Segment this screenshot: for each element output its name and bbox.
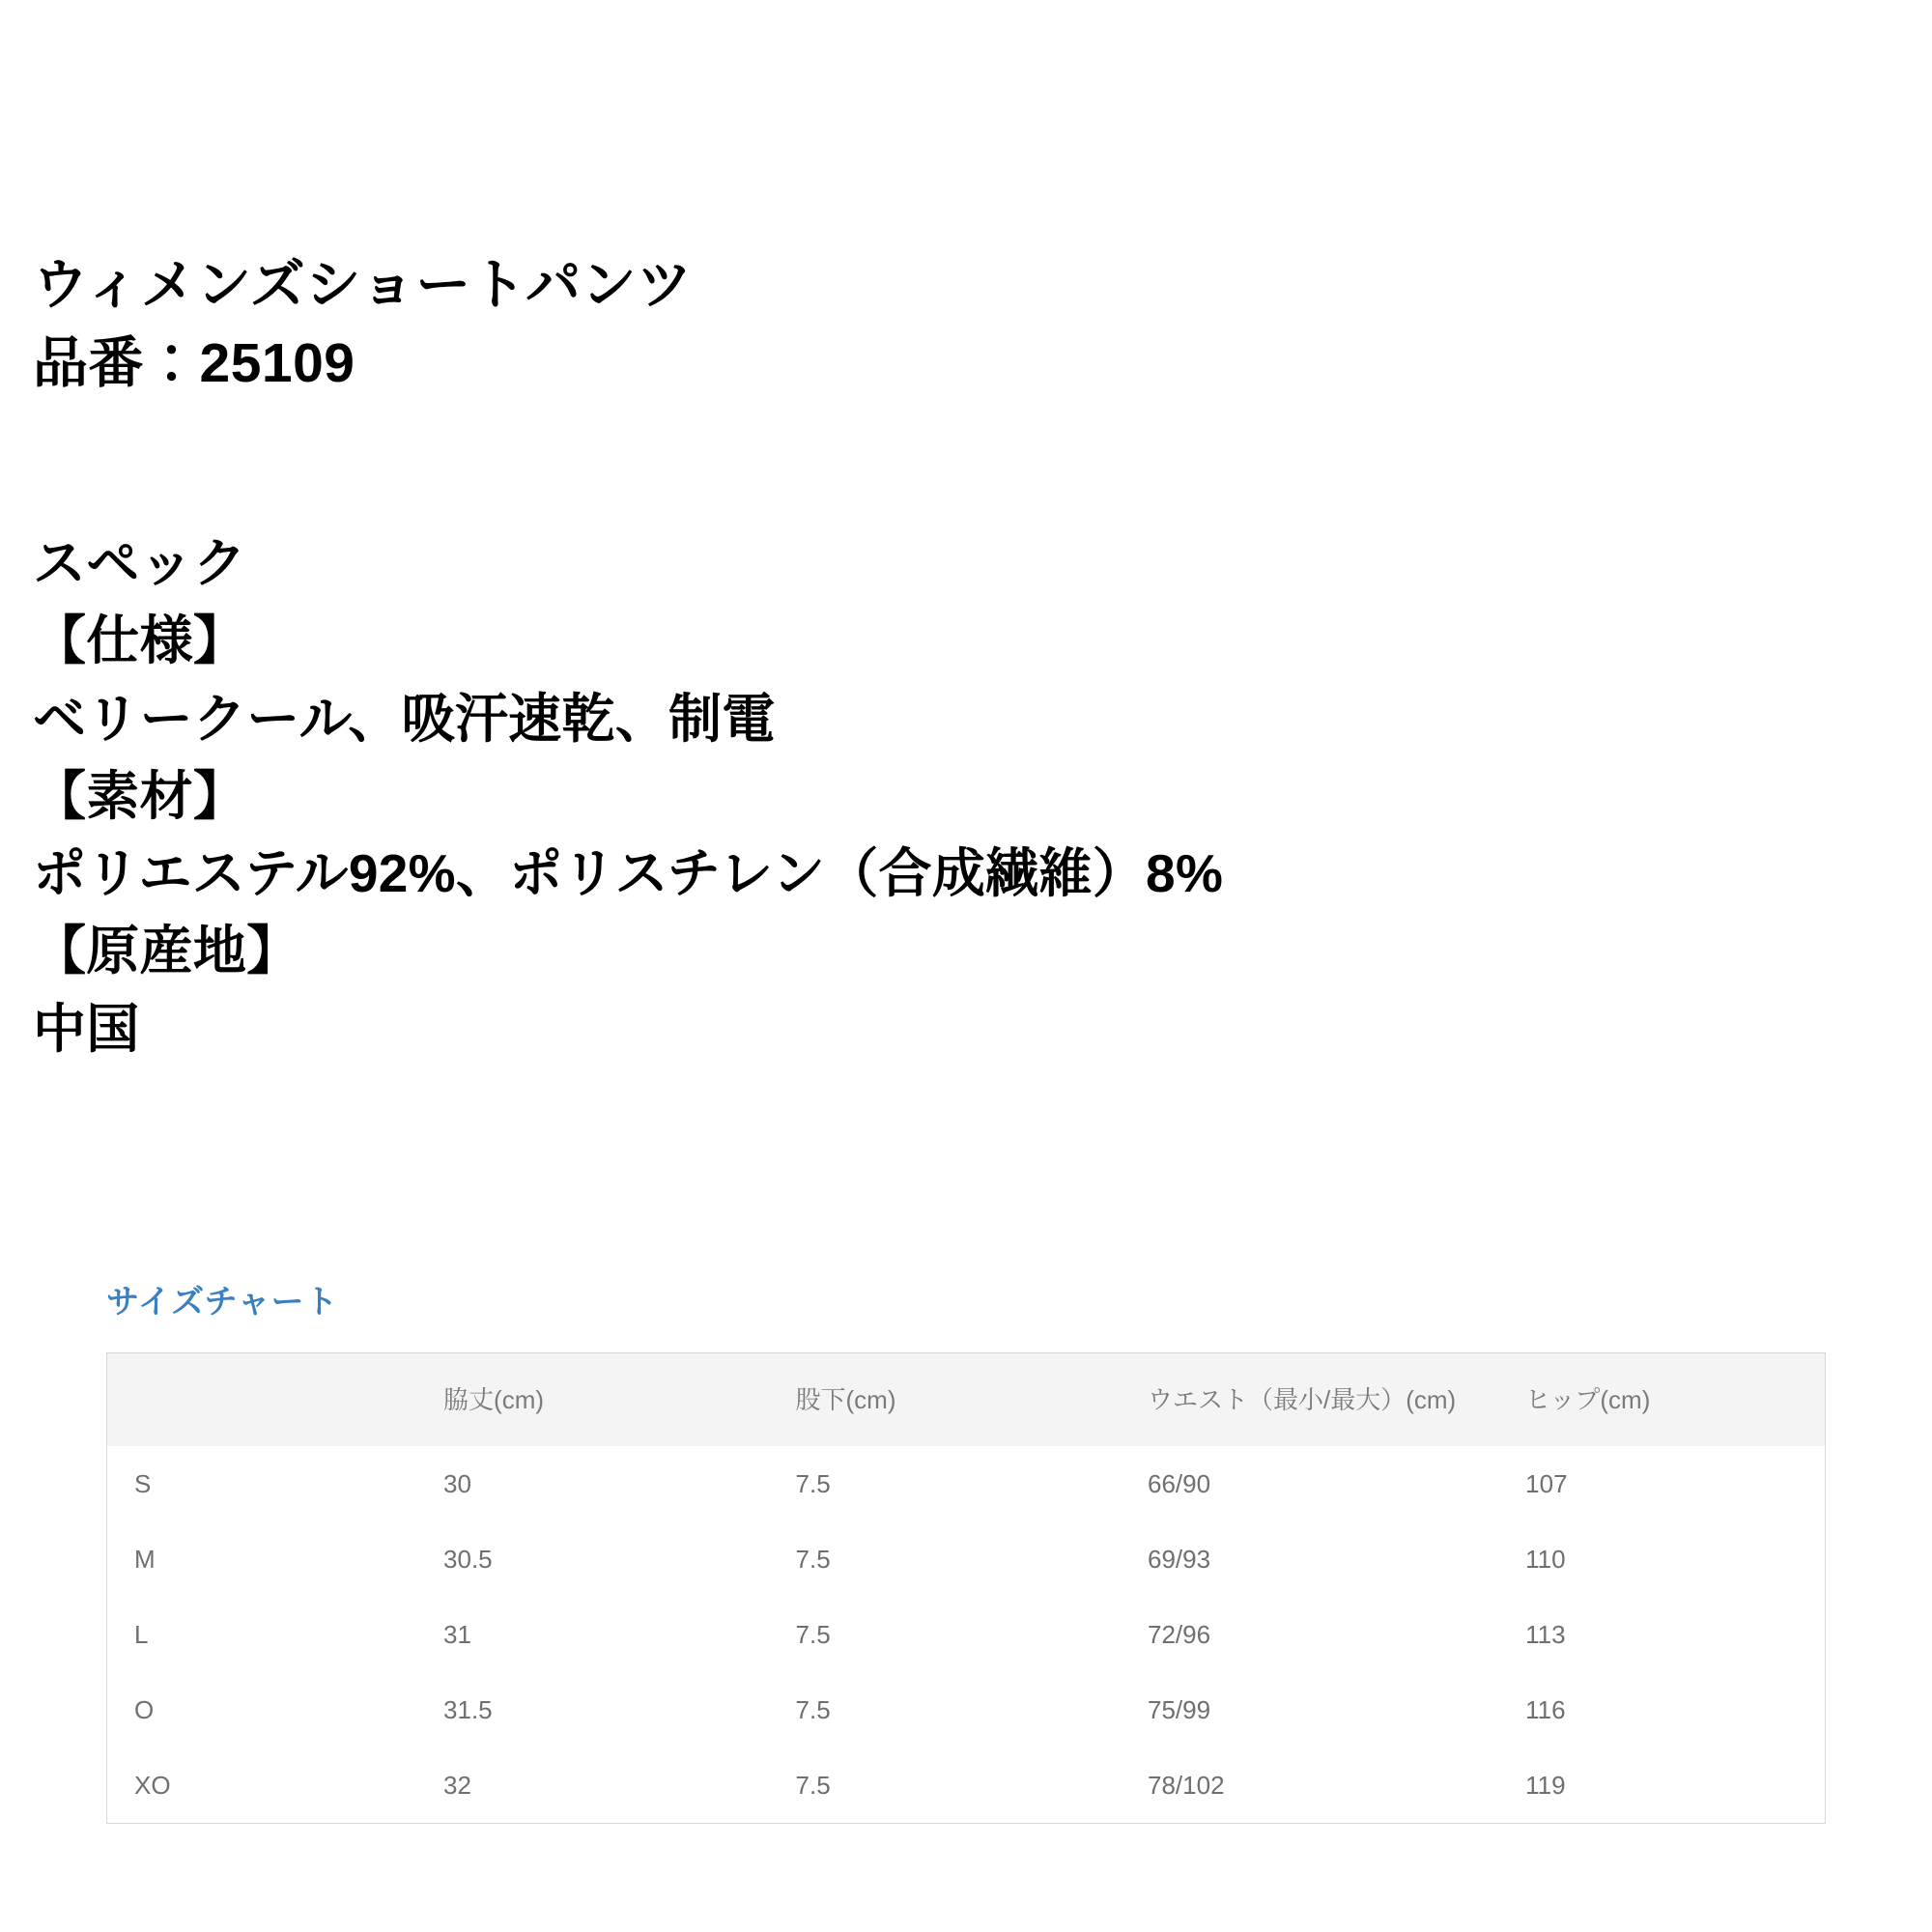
- cell-hip: 116: [1498, 1672, 1825, 1747]
- table-row: [107, 1672, 1825, 1747]
- cell-waist: 78/102: [1121, 1747, 1498, 1823]
- table-row: [107, 1747, 1825, 1823]
- cell-size: L: [107, 1597, 416, 1672]
- cell-side-length: 31: [416, 1597, 768, 1672]
- cell-side-length: 30.5: [416, 1521, 768, 1597]
- table-row: [107, 1597, 1825, 1672]
- cell-size: S: [107, 1446, 416, 1521]
- column-header-side-length: 脇丈(cm): [416, 1353, 768, 1446]
- cell-hip: 110: [1498, 1521, 1825, 1597]
- spec-line-features-value: ベリークール、吸汗速乾、制電: [33, 688, 776, 749]
- size-chart-table: [107, 1353, 1825, 1823]
- spec-heading: スペック: [33, 533, 247, 593]
- table-row: [107, 1446, 1825, 1521]
- cell-hip: 119: [1498, 1747, 1825, 1823]
- size-chart-body: [107, 1446, 1825, 1823]
- spec-line-features-label: 【仕様】: [33, 611, 247, 671]
- cell-size: XO: [107, 1747, 416, 1823]
- column-header-size: [107, 1353, 416, 1446]
- table-row: [107, 1521, 1825, 1597]
- cell-side-length: 30: [416, 1446, 768, 1521]
- column-header-waist: ウエスト（最小/最大）(cm): [1121, 1353, 1498, 1446]
- product-item-number: 品番：25109: [33, 331, 355, 394]
- spec-line-origin-value: 中国: [33, 998, 140, 1059]
- size-chart-header: [107, 1353, 1825, 1446]
- cell-inseam: 7.5: [769, 1672, 1121, 1747]
- cell-waist: 75/99: [1121, 1672, 1498, 1747]
- cell-waist: 69/93: [1121, 1521, 1498, 1597]
- cell-inseam: 7.5: [769, 1747, 1121, 1823]
- product-title: ウィメンズショートパンツ: [33, 254, 693, 316]
- cell-hip: 107: [1498, 1446, 1825, 1521]
- column-header-hip: ヒップ(cm): [1498, 1353, 1825, 1446]
- size-chart-table-container: [106, 1352, 1826, 1824]
- cell-inseam: 7.5: [769, 1521, 1121, 1597]
- column-header-inseam: 股下(cm): [769, 1353, 1121, 1446]
- spec-line-origin-label: 【原産地】: [33, 921, 300, 981]
- spec-line-material-label: 【素材】: [33, 765, 247, 826]
- cell-inseam: 7.5: [769, 1597, 1121, 1672]
- cell-side-length: 32: [416, 1747, 768, 1823]
- cell-hip: 113: [1498, 1597, 1825, 1672]
- product-title-block: [33, 246, 1868, 403]
- spec-block: [33, 525, 1888, 1067]
- cell-size: O: [107, 1672, 416, 1747]
- cell-size: M: [107, 1521, 416, 1597]
- cell-inseam: 7.5: [769, 1446, 1121, 1521]
- cell-waist: 72/96: [1121, 1597, 1498, 1672]
- cell-side-length: 31.5: [416, 1672, 768, 1747]
- cell-waist: 66/90: [1121, 1446, 1498, 1521]
- table-header-row: [107, 1353, 1825, 1446]
- size-chart-heading: サイズチャート: [106, 1284, 339, 1321]
- spec-line-material-value: ポリエステル92%、ポリスチレン（合成繊維）8%: [33, 843, 1224, 904]
